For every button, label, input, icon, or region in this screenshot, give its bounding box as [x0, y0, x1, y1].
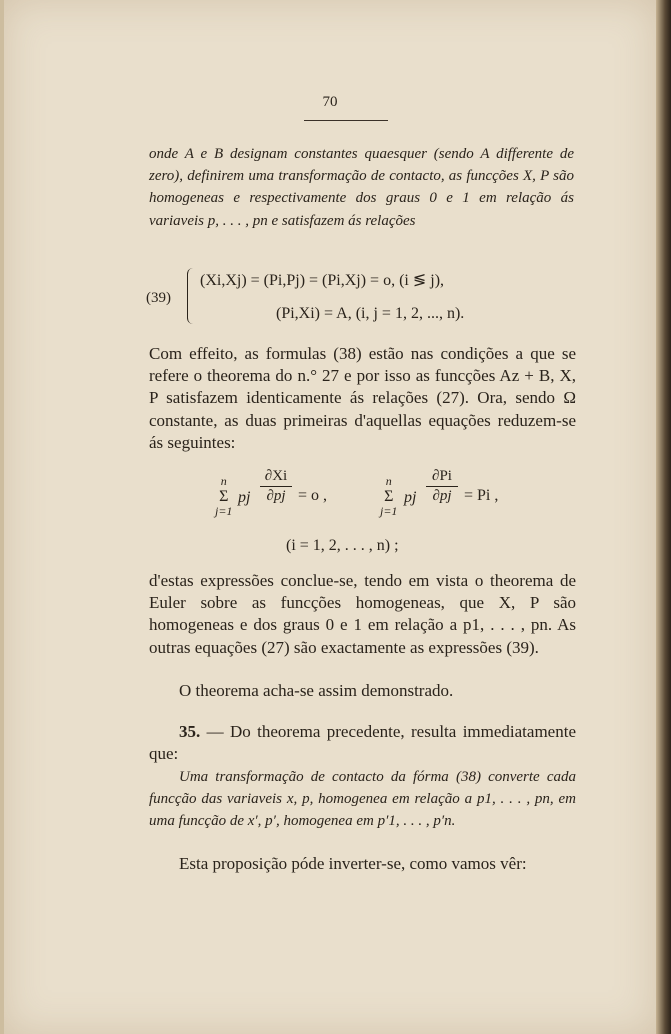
equation-range: (i = 1, 2, . . . , n) ;	[286, 537, 399, 554]
summation-1: n Σ j=1	[215, 474, 233, 518]
paragraph-proposition	[149, 766, 576, 833]
equation-label: (39)	[146, 290, 171, 306]
paragraph-section-35	[149, 721, 576, 765]
summation-1-rhs: = o ,	[298, 487, 328, 504]
paragraph-conclusion: O theorema acha-se assim demonstrado.	[179, 681, 454, 700]
header-rule	[304, 120, 388, 121]
summation-2-factor: pj	[404, 489, 417, 506]
equation-brace	[187, 268, 196, 324]
paragraph-euler: d'estas expressões conclue-se, tendo em vista o theorema de Euler sobre as funcções homogeneas, que X, P são homogeneas e dos graus 0 e 1 em relação a p1, . . . , pn. As outras equações (27) são exactamente as expressões (39).	[149, 571, 576, 657]
summation-2-fraction: ∂Pi ∂pj	[426, 468, 458, 505]
page-edge	[656, 0, 671, 1034]
book-page	[4, 0, 656, 1034]
summation-2-rhs: = Pi ,	[464, 487, 499, 504]
equation-39-line-2: (Pi,Xi) = A, (i, j = 1, 2, ..., n).	[276, 305, 465, 322]
section-35-text: — Do theorema precedente, resulta immediatamente que:	[149, 722, 576, 764]
paragraph-inversion: Esta proposição póde inverter-se, como vamos vêr:	[179, 854, 527, 873]
summation-1-factor: pj	[238, 489, 251, 506]
page-number: 70	[322, 94, 338, 110]
section-number: 35.	[179, 722, 201, 741]
proposition-text: Uma transformação de contacto da fórma (38) converte cada funcção das variaveis x, p, homogenea em relação a p1, . . . , pn, em uma funcção de x′, p′, homogenea em p′1, . . . , p′n.	[149, 769, 576, 830]
summation-2: n Σ j=1	[380, 474, 398, 518]
summation-1-fraction: ∂Xi ∂pj	[260, 468, 292, 505]
paragraph-proof: Com effeito, as formulas (38) estão nas condições a que se refere o theorema do n.° 27 e por isso as funcções Az + B, X, P satisfazem identicamente ás relações (27). Ora, sendo Ω constante, as duas primeiras d'aquellas equações reduzem-se ás seguintes:	[149, 344, 576, 452]
equation-39-line-1: (Xi,Xj) = (Pi,Pj) = (Pi,Xj) = o, (i ≶ j),	[200, 272, 445, 289]
paragraph-intro: onde A e B designam constantes quaesquer (sendo A differente de zero), definirem uma transformação de contacto, as funcções X, P são homogeneas e respectivamente dos graus 0 e 1 em relação ás variaveis p, . . . , pn e satisfazem ás relações	[149, 146, 574, 229]
